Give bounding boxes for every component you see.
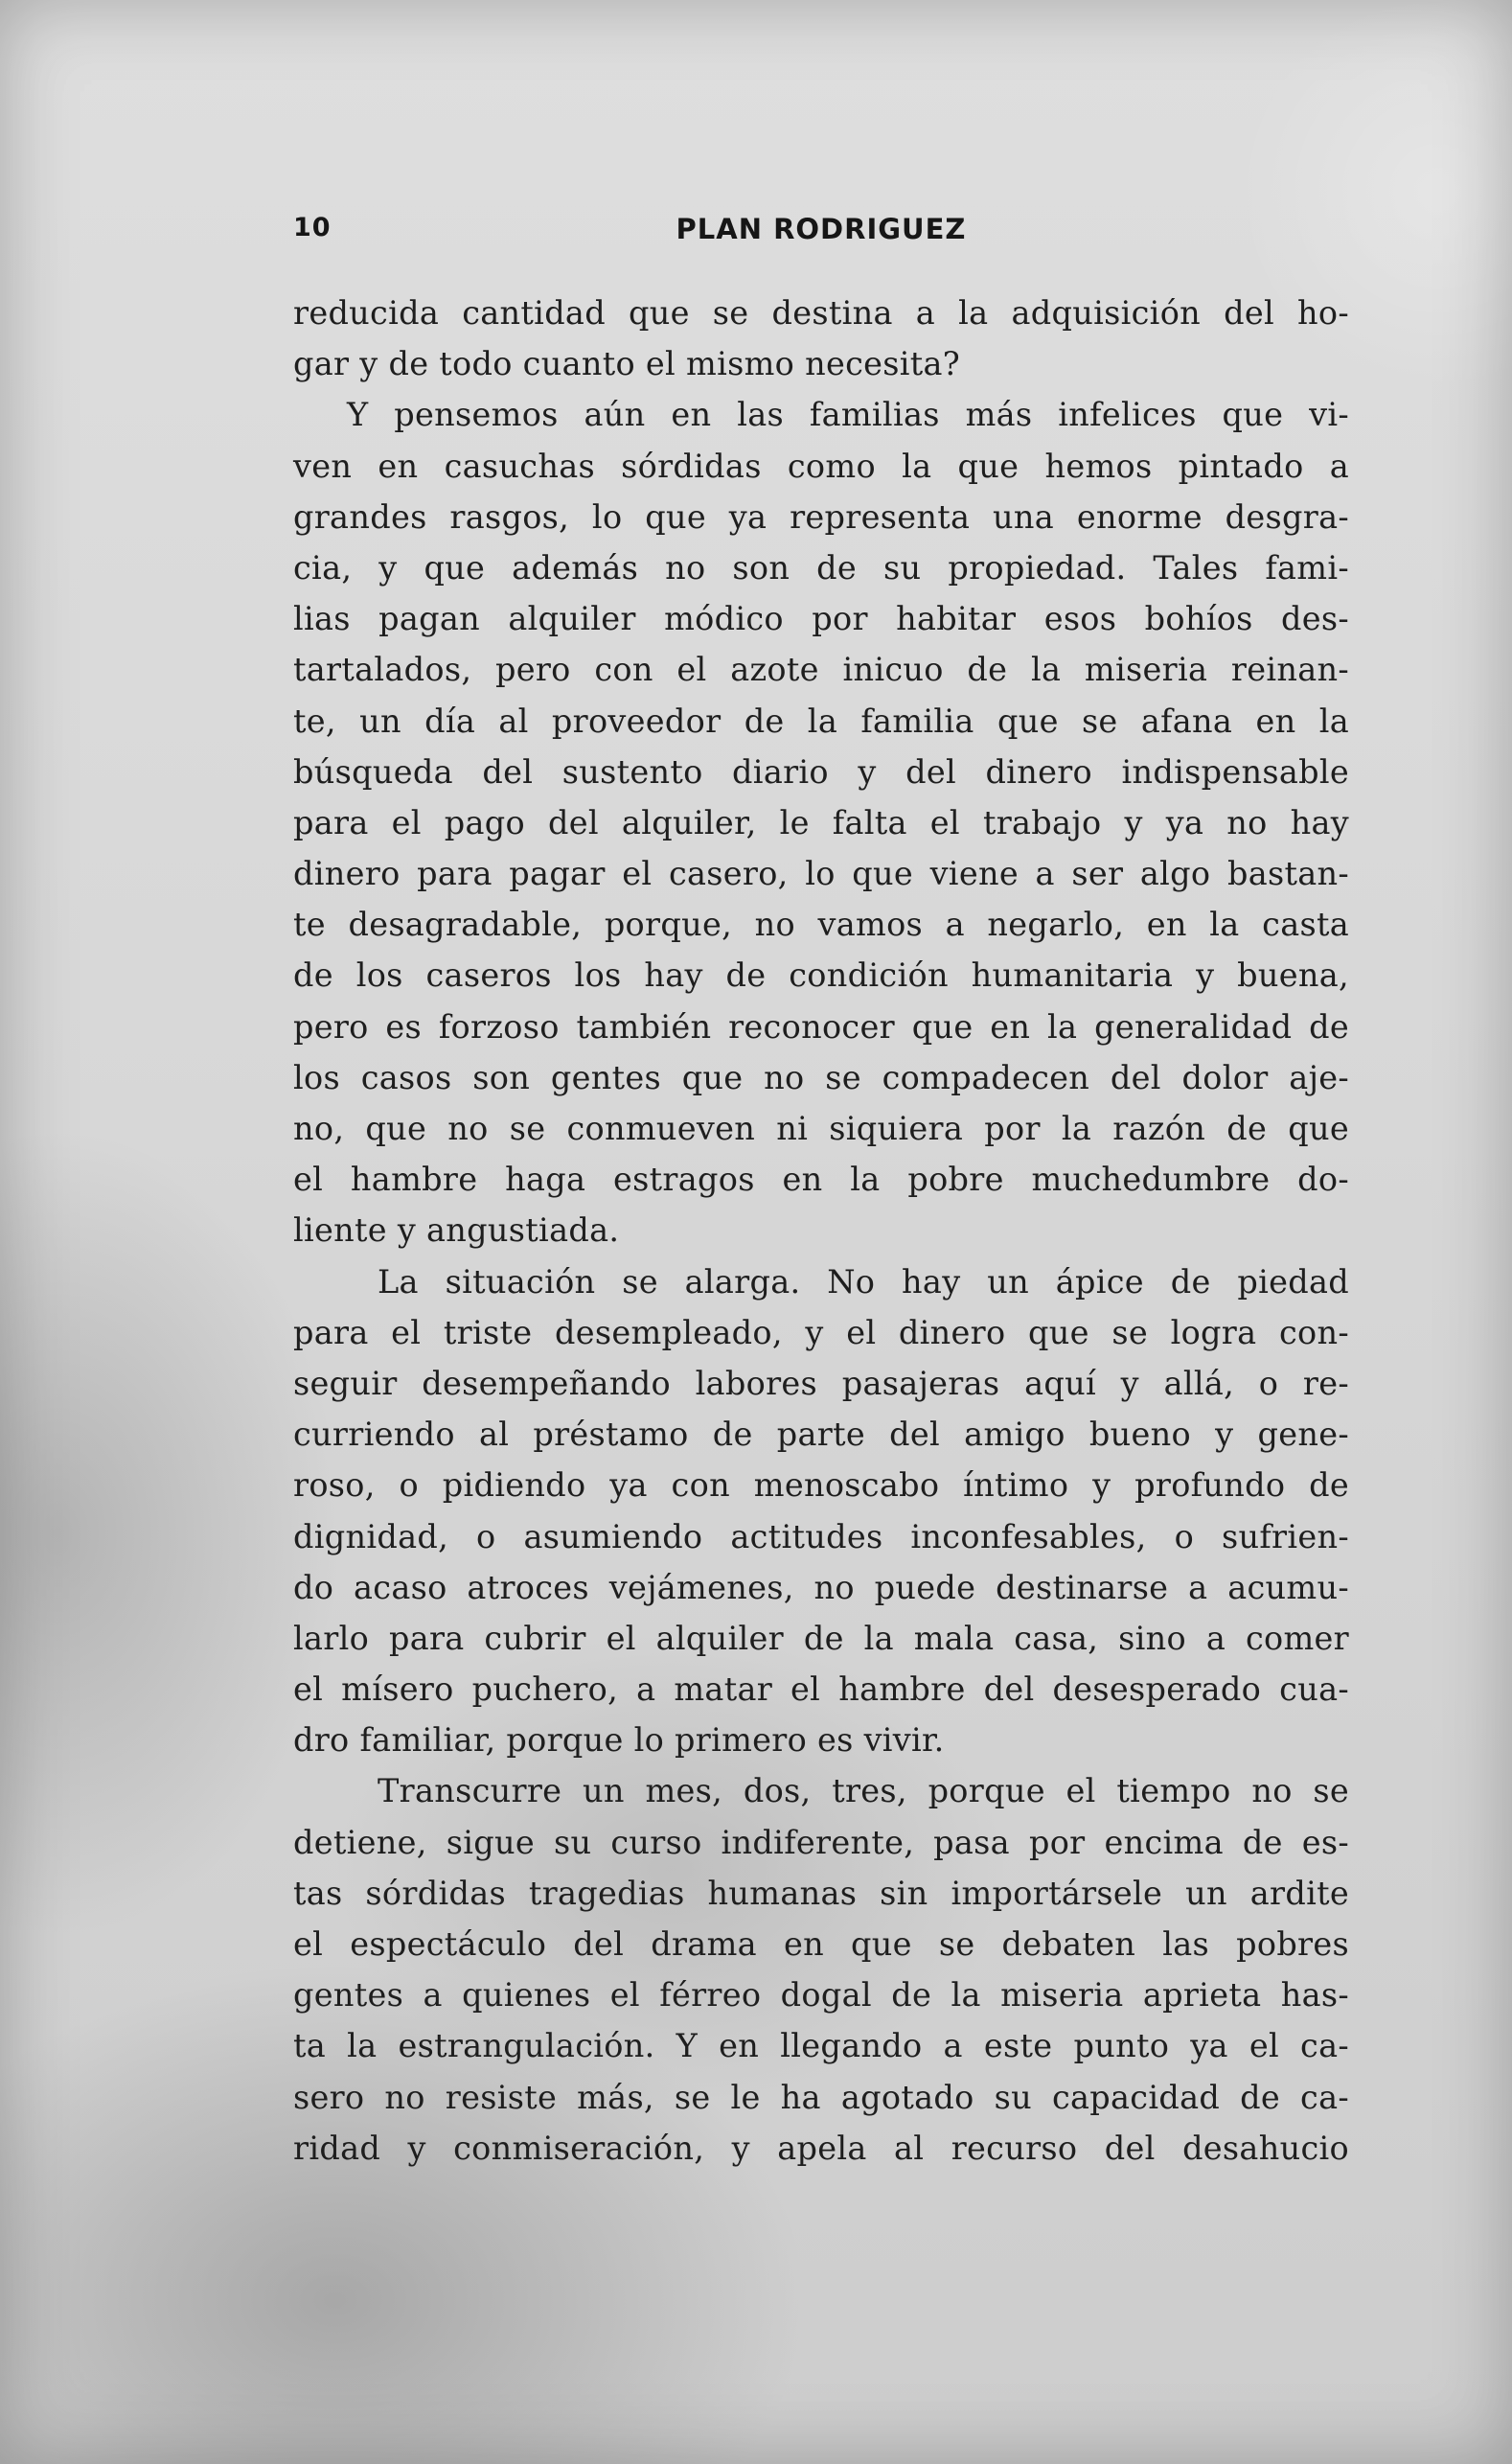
page-number: 10 [293, 213, 332, 242]
text-line: cia, y que además no son de su propiedad. Tales fami- [293, 548, 1349, 587]
text-line: do acaso atroces vejámenes, no puede destinarse a acumu- [293, 1568, 1349, 1606]
text-line: ta la estrangulación. Y en llegando a este punto ya el ca- [293, 2027, 1349, 2065]
text-line: pero es forzoso también reconocer que en la generalidad de [293, 1007, 1349, 1046]
text-line: te desagradable, porque, no vamos a negarlo, en la casta [293, 906, 1349, 944]
text-line: roso, o pidiendo ya con menoscabo íntimo y profundo de [293, 1466, 1349, 1505]
text-line: para el triste desempleado, y el dinero que se logra con- [293, 1313, 1349, 1351]
text-line: ven en casuchas sórdidas como la que hemos pintado a [293, 447, 1349, 485]
page-header [293, 213, 1349, 251]
text-line: lias pagan alquiler módico por habitar esos bohíos des- [293, 600, 1349, 638]
text-line: el hambre haga estragos en la pobre muchedumbre do- [293, 1161, 1349, 1199]
text-line: búsqueda del sustento diario y del dinero indispensable [293, 752, 1349, 791]
text-line: grandes rasgos, lo que ya representa una enorme desgra- [293, 497, 1349, 536]
text-line: dinero para pagar el casero, lo que viene a ser algo bastan- [293, 855, 1349, 893]
text-line: tartalados, pero con el azote inicuo de la miseria reinan- [293, 651, 1349, 689]
text-line: gar y de todo cuanto el mismo necesita? [293, 345, 961, 383]
text-line: liente y angustiada. [293, 1211, 620, 1250]
text-line: detiene, sigue su curso indiferente, pasa por encima de es- [293, 1823, 1349, 1861]
text-line: para el pago del alquiler, le falta el trabajo y ya no hay [293, 803, 1349, 841]
text-line: el mísero puchero, a matar el hambre del desesperado cua- [293, 1670, 1349, 1709]
text-line: La situación se alarga. No hay un ápice de piedad [378, 1262, 1349, 1301]
text-line: gentes a quienes el férreo dogal de la miseria aprieta has- [293, 1976, 1349, 2015]
text-line: dignidad, o asumiendo actitudes inconfesables, o sufrien- [293, 1517, 1349, 1555]
text-line: Transcurre un mes, dos, tres, porque el tiempo no se [378, 1772, 1349, 1810]
text-line: seguir desempeñando labores pasajeras aquí y allá, o re- [293, 1364, 1349, 1402]
text-line: el espectáculo del drama en que se debaten las pobres [293, 1925, 1349, 1963]
body-text [293, 288, 1349, 2174]
text-line: reducida cantidad que se destina a la adquisición del ho- [293, 294, 1349, 332]
running-title: PLAN RODRIGUEZ [676, 213, 967, 245]
text-line: Y pensemos aún en las familias más infelices que vi- [347, 396, 1349, 434]
text-line: tas sórdidas tragedias humanas sin importársele un ardite [293, 1874, 1349, 1912]
text-line: curriendo al préstamo de parte del amigo bueno y gene- [293, 1416, 1349, 1454]
text-line: los casos son gentes que no se compadecen del dolor aje- [293, 1058, 1349, 1096]
text-line: no, que no se conmueven ni siquiera por la razón de que [293, 1110, 1349, 1147]
text-line: ridad y conmiseración, y apela al recurso del desahucio [293, 2129, 1349, 2167]
text-line: te, un día al proveedor de la familia que se afana en la [293, 702, 1349, 740]
text-line: dro familiar, porque lo primero es vivir. [293, 1721, 945, 1760]
text-line: sero no resiste más, se le ha agotado su capacidad de ca- [293, 2078, 1349, 2116]
text-line: larlo para cubrir el alquiler de la mala casa, sino a comer [293, 1619, 1349, 1657]
text-line: de los caseros los hay de condición humanitaria y buena, [293, 956, 1349, 995]
